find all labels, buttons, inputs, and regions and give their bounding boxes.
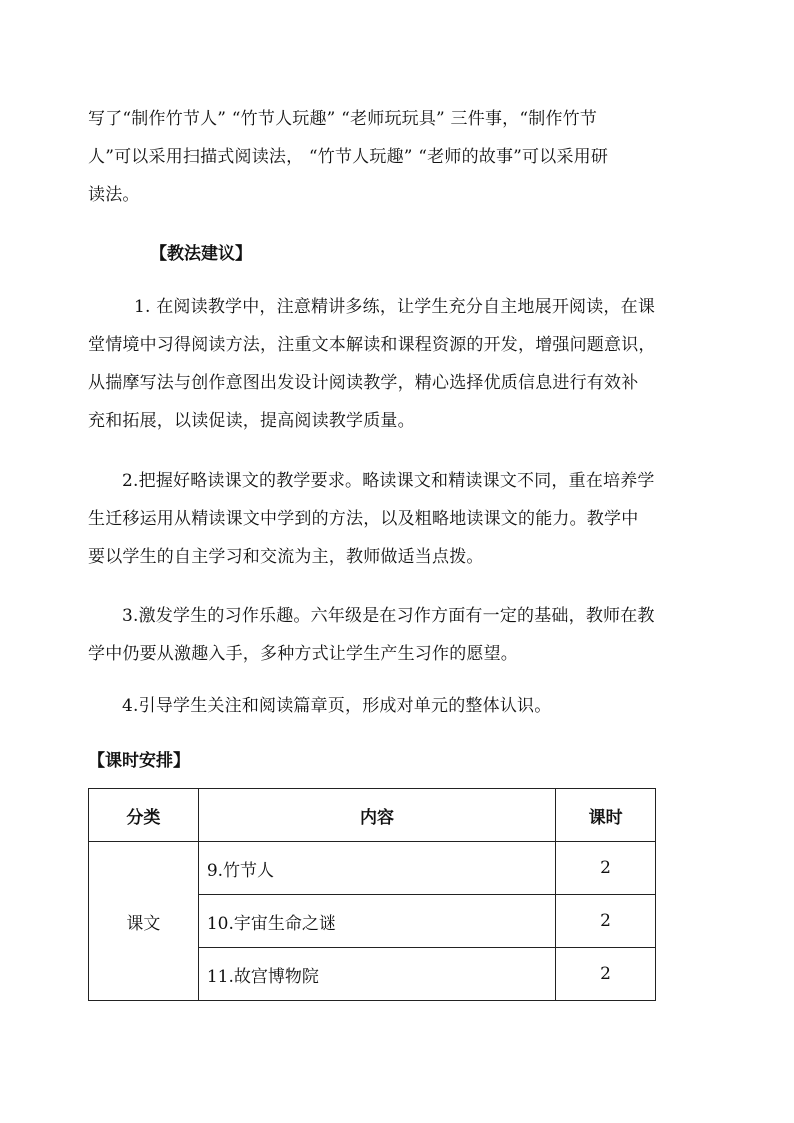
content-cell: 9.竹节人 bbox=[198, 842, 555, 895]
intro-line: 写了“制作竹节人” “竹节人玩趣” “老师玩玩具” 三件事，“制作竹节 bbox=[88, 109, 598, 129]
schedule-table bbox=[88, 788, 656, 1001]
header-content: 内容 bbox=[198, 789, 555, 842]
header-hours: 课时 bbox=[556, 789, 656, 842]
content-cell: 10.宇宙生命之谜 bbox=[198, 895, 555, 948]
table-header-row bbox=[89, 789, 656, 842]
content-cell: 11.故宫博物院 bbox=[198, 948, 555, 1001]
teaching-item-4 bbox=[88, 687, 708, 725]
teaching-line: 1. 在阅读教学中，注意精讲多练，让学生充分自主地展开阅读，在课 bbox=[134, 297, 656, 317]
teaching-item-1 bbox=[88, 288, 708, 440]
teaching-line: 4.引导学生关注和阅读篇章页，形成对单元的整体认识。 bbox=[122, 696, 552, 716]
teaching-line: 从揣摩写法与创作意图出发设计阅读教学，精心选择优质信息进行有效补 bbox=[88, 373, 639, 393]
teaching-line: 2.把握好略读课文的教学要求。略读课文和精读课文不同，重在培养学 bbox=[122, 471, 655, 491]
intro-line: 人”可以采用扫描式阅读法， “竹节人玩趣” “老师的故事”可以采用研 bbox=[88, 147, 609, 167]
teaching-line: 堂情境中习得阅读方法，注重文本解读和课程资源的开发，增强问题意识， bbox=[88, 335, 656, 355]
schedule-heading: 【课时安排】 bbox=[88, 751, 190, 771]
intro-line: 读法。 bbox=[88, 185, 140, 205]
hours-cell: 2 bbox=[556, 948, 656, 1001]
teaching-line: 学中仍要从激趣入手，多种方式让学生产生习作的愿望。 bbox=[88, 644, 518, 664]
hours-cell: 2 bbox=[556, 895, 656, 948]
category-cell: 课文 bbox=[89, 842, 199, 1001]
header-category: 分类 bbox=[89, 789, 199, 842]
table-row bbox=[89, 842, 656, 895]
teaching-line: 要以学生的自主学习和交流为主，教师做适当点拨。 bbox=[88, 547, 484, 567]
teaching-heading: 【教法建议】 bbox=[150, 244, 252, 264]
hours-cell: 2 bbox=[556, 842, 656, 895]
teaching-line: 生迁移运用从精读课文中学到的方法，以及粗略地读课文的能力。教学中 bbox=[88, 509, 639, 529]
teaching-item-2 bbox=[88, 462, 708, 576]
teaching-line: 充和拓展，以读促读，提高阅读教学质量。 bbox=[88, 411, 415, 431]
teaching-item-3 bbox=[88, 597, 708, 673]
intro-paragraph bbox=[88, 100, 708, 214]
teaching-line: 3.激发学生的习作乐趣。六年级是在习作方面有一定的基础，教师在教 bbox=[122, 606, 655, 626]
